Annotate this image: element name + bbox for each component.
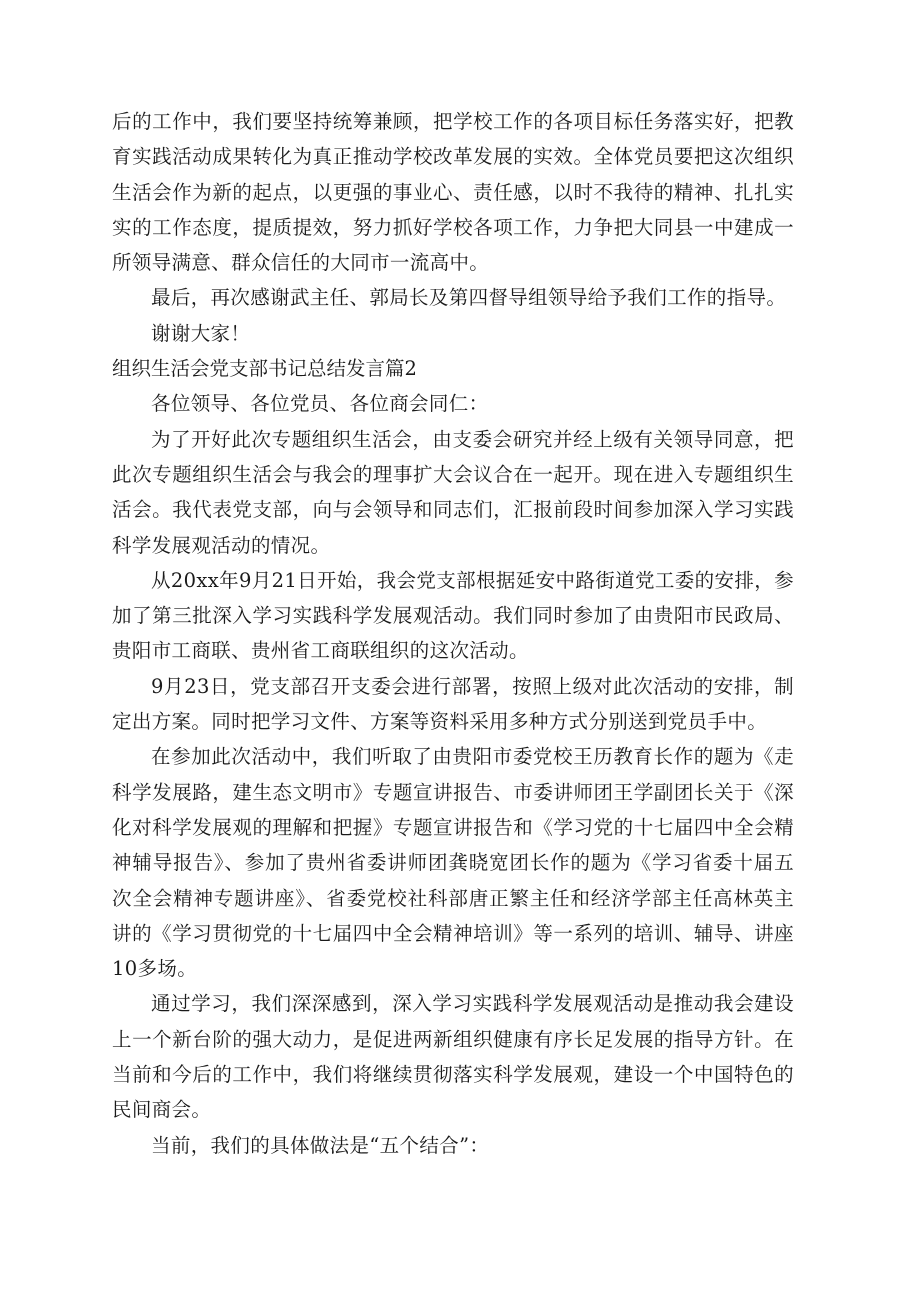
paragraph-salutation: 各位领导、各位党员、各位商会同仁：	[151, 392, 489, 416]
paragraph-thank-you: 谢谢大家！	[151, 321, 251, 345]
paragraph-lectures: 在参加此次活动中，我们听取了由贵阳市委党校王历教育长作的题为《走科学发展路，建生态文明市》专题宣讲报告、市委讲师团王学副团长关于《深化对科学发展观的理解和把握》专题宣讲报告和《学习党的十七届四中全会精神辅导报告》、参加了贵州省委讲师团龚晓宽团长作的题为《学习省委十届五次全会精神专题讲座》、省委党校社科部唐正繁主任和经济学部主任高林英主讲的《学习贯彻党的十七届四中全会精神培训》等一系列的培训、辅导、讲座10多场。	[112, 745, 794, 981]
paragraph-thanks-guidance: 最后，再次感谢武主任、郭局长及第四督导组领导给予我们工作的指导。	[151, 286, 787, 310]
section-heading: 组织生活会党支部书记总结发言篇2	[112, 357, 417, 381]
paragraph-introduction: 为了开好此次专题组织生活会，由支委会研究并经上级有关领导同意，把此次专题组织生活会与我会的理事扩大会议合在一起开。现在进入专题组织生活会。我代表党支部，向与会领导和同志们，汇报前段时间参加深入学习实践科学发展观活动的情况。	[112, 427, 794, 557]
paragraph-deployment: 9月23日，党支部召开支委会进行部署，按照上级对此次活动的安排，制定出方案。同时把学习文件、方案等资料采用多种方式分别送到党员手中。	[112, 674, 794, 734]
paragraph-five-combinations: 当前，我们的具体做法是“五个结合”：	[151, 1133, 490, 1157]
paragraph-reflection: 通过学习，我们深深感到，深入学习实践科学发展观活动是推动我会建设上一个新台阶的强大动力，是促进两新组织健康有序长足发展的指导方针。在当前和今后的工作中，我们将继续贯彻落实科学发展观，建设一个中国特色的民间商会。	[112, 992, 794, 1122]
document-page	[112, 104, 794, 1163]
paragraph-continued: 后的工作中，我们要坚持统筹兼顾，把学校工作的各项目标任务落实好，把教育实践活动成果转化为真正推动学校改革发展的实效。全体党员要把这次组织生活会作为新的起点，以更强的事业心、责任感，以时不我待的精神、扎扎实实的工作态度，提质提效，努力抓好学校各项工作，力争把大同县一中建成一所领导满意、群众信任的大同市一流高中。	[112, 110, 794, 275]
paragraph-start-date: 从20xx年9月21日开始，我会党支部根据延安中路街道党工委的安排，参加了第三批深入学习实践科学发展观活动。我们同时参加了由贵阳市民政局、贵阳市工商联、贵州省工商联组织的这次活动。	[112, 568, 794, 663]
